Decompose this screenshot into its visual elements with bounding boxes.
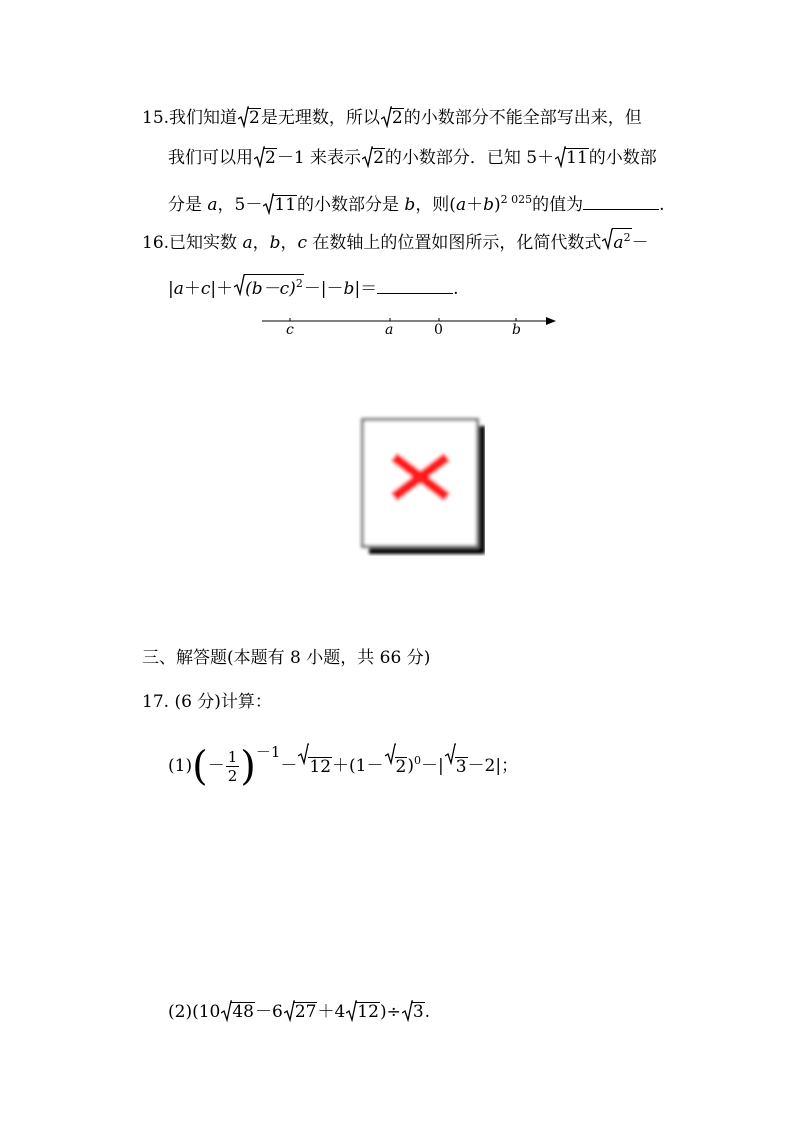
fraction: $\frac{1}{2}$ <box>227 748 238 785</box>
q17-header: 17. (6 分)计算： <box>142 692 272 712</box>
q15-number: 15. <box>142 108 170 128</box>
q16-number: 16. <box>142 233 170 253</box>
sqrt: 3 <box>402 1000 425 1024</box>
sqrt: 11 <box>555 146 589 170</box>
sqrt: 11 <box>263 193 297 217</box>
q15-line-2: 我们可以用 2－1 来表示 2的小数部分．已知 5＋ 11的小数部 <box>168 148 657 168</box>
answer-blank[interactable] <box>377 275 453 294</box>
sqrt: $a^2$ <box>602 228 631 255</box>
sqrt: 2 <box>385 743 408 791</box>
q15-line-3: 分是 a，5－ 11的小数部分是 b，则$(a+b)^{2 025}$的值为 . <box>168 193 665 215</box>
sqrt: $(b-c)^2$ <box>234 274 304 301</box>
number-line-label-a: a <box>385 322 394 338</box>
answer-blank[interactable] <box>583 191 659 210</box>
sqrt: 2 <box>238 106 261 130</box>
sqrt: 27 <box>284 1000 318 1024</box>
sqrt: 48 <box>221 1000 255 1024</box>
sqrt: 3 <box>445 743 468 791</box>
q16-line-1: 16.已知实数 a，b，c 在数轴上的位置如图所示，化简代数式 $a^2-$ <box>142 228 649 255</box>
section-title: 三、解答题(本题有 8 小题，共 66 分) <box>142 648 431 668</box>
q16-line-2: |a＋c|＋ $(b-c)^2-|-b|=$ . <box>168 274 459 301</box>
sqrt: 2 <box>362 146 385 170</box>
q17-part-1: (1)(－ $\frac{1}{2}$ )$^{-1}$－ 12＋(1－ 2)$^0$－| 3－2|； <box>168 743 519 790</box>
sqrt: 2 <box>381 106 404 130</box>
number-line-label-0: 0 <box>434 322 443 338</box>
number-line <box>262 312 562 342</box>
sqrt: 2 <box>254 146 277 170</box>
sqrt: 12 <box>346 1000 380 1024</box>
broken-image-icon <box>355 414 485 556</box>
q15-line-1: 15.我们知道 2是无理数，所以 2的小数部分不能全部写出来，但 <box>142 108 642 128</box>
sqrt: 12 <box>298 743 332 791</box>
number-line-label-b: b <box>512 322 521 338</box>
number-line-label-c: c <box>286 322 294 338</box>
q17-part-2: (2)(10 48－6 27＋4 12)÷ 3. <box>168 1002 431 1022</box>
